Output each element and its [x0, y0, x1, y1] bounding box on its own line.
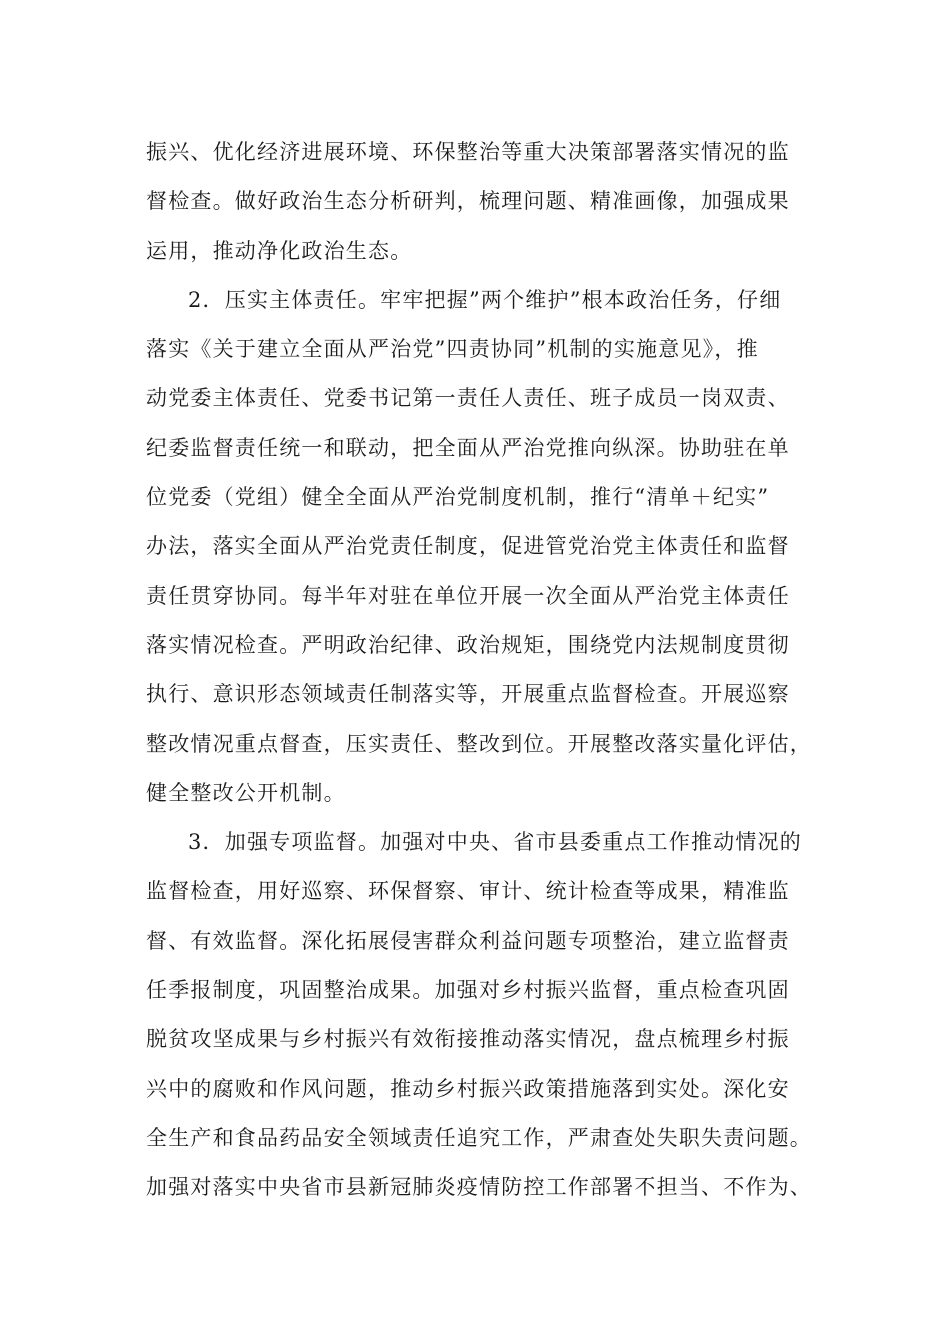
text-line: 健全整改公开机制。: [146, 780, 346, 805]
text-line: 督检查。做好政治生态分析研判，梳理问题、精准画像，加强成果: [146, 189, 790, 214]
text-line: 整改情况重点督查，压实责任、整改到位。开展整改落实量化评估，: [146, 731, 812, 756]
text-line: 监督检查，用好巡察、环保督察、审计、统计检查等成果，精准监: [146, 879, 790, 904]
text-line: 运用，推动净化政治生态。: [146, 238, 413, 263]
text-line: 全生产和食品药品安全领域责任追究工作，严肃查处失职失责问题。: [146, 1125, 812, 1150]
paragraph-3-first-line: 3．加强专项监督。加强对中央、省市县委重点工作推动情况的: [188, 830, 802, 855]
text-line: 加强对落实中央省市县新冠肺炎疫情防控工作部署不担当、不作为、: [146, 1175, 812, 1200]
text-line: 兴中的腐败和作风问题，推动乡村振兴政策措施落到实处。深化安: [146, 1076, 790, 1101]
body-text: [146, 128, 826, 1213]
text-line: 纪委监督责任统一和联动，把全面从严治党推向纵深。协助驻在单: [146, 435, 790, 460]
text-line: 督、有效监督。深化拓展侵害群众利益问题专项整治，建立监督责: [146, 928, 790, 953]
text-line: 落实《关于建立全面从严治党”四责协同”机制的实施意见》，推: [146, 337, 759, 362]
paragraph-2-first-line: 2．压实主体责任。牢牢把握”两个维护”根本政治任务，仔细: [188, 287, 782, 312]
text-line: 执行、意识形态领域责任制落实等，开展重点监督检查。开展巡察: [146, 682, 790, 707]
text-line: 动党委主体责任、党委书记第一责任人责任、班子成员一岗双责、: [146, 386, 790, 411]
text-line: 振兴、优化经济进展环境、环保整治等重大决策部署落实情况的监: [146, 140, 790, 164]
text-line: 脱贫攻坚成果与乡村振兴有效衔接推动落实情况，盘点梳理乡村振: [146, 1027, 790, 1052]
text-line: 责任贯穿协同。每半年对驻在单位开展一次全面从严治党主体责任: [146, 583, 790, 608]
text-line: 落实情况检查。严明政治纪律、政治规矩，围绕党内法规制度贯彻: [146, 632, 790, 657]
text-line: 位党委（党组）健全全面从严治党制度机制，推行“清单＋纪实”: [146, 485, 770, 510]
text-line: 任季报制度，巩固整治成果。加强对乡村振兴监督，重点检查巩固: [146, 978, 790, 1003]
text-line: 办法，落实全面从严治党责任制度，促进管党治党主体责任和监督: [146, 534, 790, 559]
